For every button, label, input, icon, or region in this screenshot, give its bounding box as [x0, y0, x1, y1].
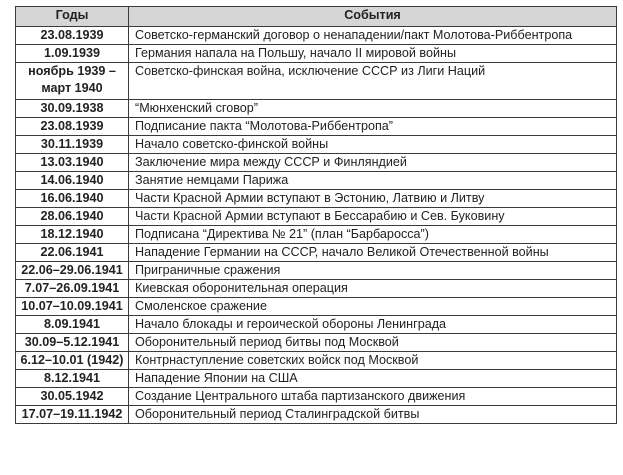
row-date: 1.09.1939 — [16, 45, 129, 63]
table-row — [16, 27, 617, 45]
row-date: 22.06.1941 — [16, 244, 129, 262]
row-date: 7.07–26.09.1941 — [16, 280, 129, 298]
row-event: Создание Центрального штаба партизанского движения — [129, 388, 617, 406]
row-date: 23.08.1939 — [16, 118, 129, 136]
row-date: 6.12–10.01 (1942) — [16, 352, 129, 370]
row-date: 30.05.1942 — [16, 388, 129, 406]
header-event: События — [129, 7, 617, 27]
row-event: Подписание пакта “Молотова-Риббентропа” — [129, 118, 617, 136]
row-date: 28.06.1940 — [16, 208, 129, 226]
row-event: Контрнаступление советских войск под Москвой — [129, 352, 617, 370]
row-date: 30.09.1938 — [16, 100, 129, 118]
row-date: 23.08.1939 — [16, 27, 129, 45]
row-date: ноябрь 1939 – март 1940 — [16, 63, 129, 100]
row-event: Германия напала на Польшу, начало II мировой войны — [129, 45, 617, 63]
row-date: 30.11.1939 — [16, 136, 129, 154]
row-event: Начало блокады и героической обороны Ленинграда — [129, 316, 617, 334]
table-row — [16, 406, 617, 424]
table-row — [16, 226, 617, 244]
table-row — [16, 45, 617, 63]
row-event: Советско-финская война, исключение СССР из Лиги Наций — [129, 63, 617, 100]
row-date: 22.06–29.06.1941 — [16, 262, 129, 280]
row-date: 18.12.1940 — [16, 226, 129, 244]
row-event: Занятие немцами Парижа — [129, 172, 617, 190]
row-event: Подписана “Директива № 21” (план “Барбаросса”) — [129, 226, 617, 244]
table-row — [16, 63, 617, 100]
row-date: 10.07–10.09.1941 — [16, 298, 129, 316]
row-date: 8.09.1941 — [16, 316, 129, 334]
table-row — [16, 190, 617, 208]
table-row — [16, 118, 617, 136]
table-row — [16, 154, 617, 172]
table-row — [16, 244, 617, 262]
table-row — [16, 370, 617, 388]
row-event: Смоленское сражение — [129, 298, 617, 316]
row-event: Советско-германский договор о ненападении/пакт Молотова-Риббентропа — [129, 27, 617, 45]
row-date: 17.07–19.11.1942 — [16, 406, 129, 424]
row-date: 16.06.1940 — [16, 190, 129, 208]
row-event: Оборонительный период Сталинградской битвы — [129, 406, 617, 424]
table-row — [16, 280, 617, 298]
row-date: 13.03.1940 — [16, 154, 129, 172]
row-event: Начало советско-финской войны — [129, 136, 617, 154]
header-date: Годы — [16, 7, 129, 27]
row-date: 8.12.1941 — [16, 370, 129, 388]
row-event: Заключение мира между СССР и Финляндией — [129, 154, 617, 172]
row-event: Нападение Германии на СССР, начало Великой Отечественной войны — [129, 244, 617, 262]
table-row — [16, 136, 617, 154]
table-row — [16, 172, 617, 190]
table-row — [16, 298, 617, 316]
table-row — [16, 208, 617, 226]
table-row — [16, 334, 617, 352]
row-event: Части Красной Армии вступают в Эстонию, Латвию и Литву — [129, 190, 617, 208]
row-event: Части Красной Армии вступают в Бессарабию и Сев. Буковину — [129, 208, 617, 226]
table-row — [16, 316, 617, 334]
row-event: Приграничные сражения — [129, 262, 617, 280]
row-event: “Мюнхенский сговор” — [129, 100, 617, 118]
table-row — [16, 388, 617, 406]
events-table — [15, 6, 617, 424]
table-row — [16, 100, 617, 118]
table-header-row — [16, 7, 617, 27]
table-row — [16, 262, 617, 280]
row-event: Нападение Японии на США — [129, 370, 617, 388]
events-table-container — [15, 6, 616, 424]
row-date: 14.06.1940 — [16, 172, 129, 190]
row-event: Киевская оборонительная операция — [129, 280, 617, 298]
table-row — [16, 352, 617, 370]
row-date: 30.09–5.12.1941 — [16, 334, 129, 352]
row-event: Оборонительный период битвы под Москвой — [129, 334, 617, 352]
